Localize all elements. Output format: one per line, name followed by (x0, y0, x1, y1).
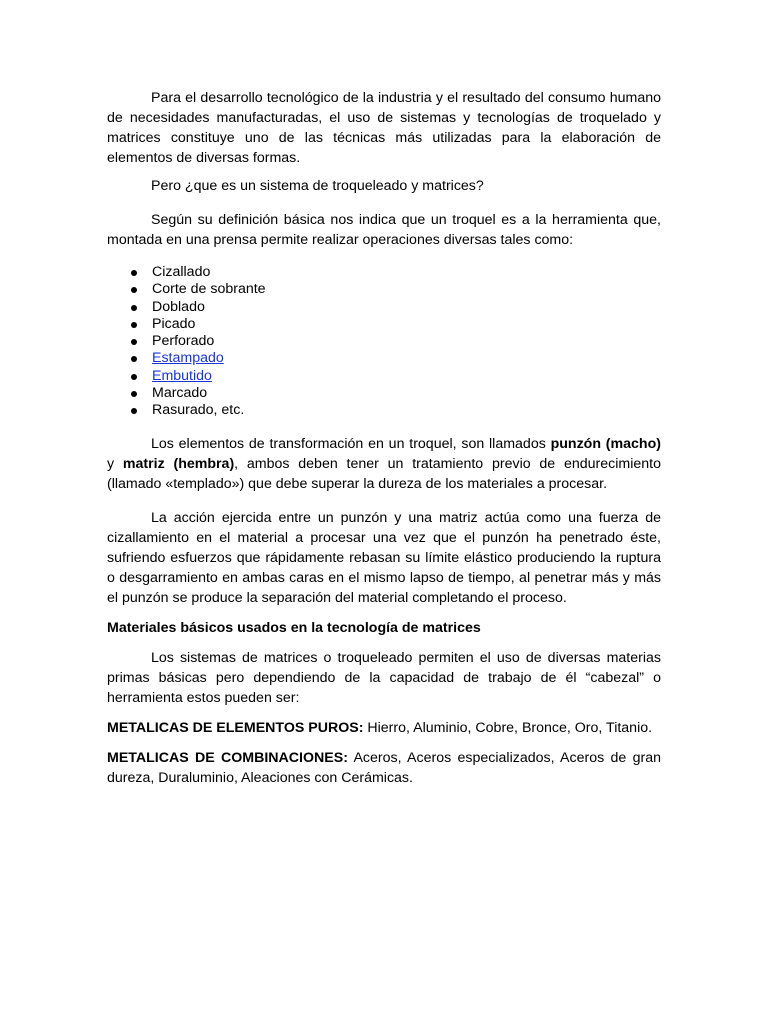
paragraph-combined-metals (107, 748, 661, 788)
paragraph-materials: Los sistemas de matrices o troqueleado permiten el uso de diversas materias primas básicas pero dependiendo de la capacidad de trabajo de él “cabezal” o herramienta estos pueden ser: (107, 649, 661, 706)
list-item (107, 264, 661, 281)
combined-metals-text: Aceros, Aceros especializados, Aceros de gran dureza, Duraluminio, Aleaciones con Cerámicas. (107, 749, 661, 786)
pure-metals-text: Hierro, Aluminio, Cobre, Bronce, Oro, Titanio. (363, 719, 653, 736)
pure-metals-label: METALICAS DE ELEMENTOS PUROS: (107, 719, 364, 736)
bullet-icon (131, 305, 137, 311)
bullet-icon (131, 270, 137, 276)
list-item-label: Picado (152, 315, 196, 332)
paragraph-question: Pero ¿que es un sistema de troqueleado y matrices? (151, 178, 484, 194)
bullet-icon (131, 391, 137, 397)
paragraph-definition: Según su definición básica nos indica que un troquel es a la herramienta que, montada en una prensa permite realizar operaciones diversas tales como: (107, 212, 661, 248)
list-item (107, 350, 661, 367)
bullet-icon (131, 356, 137, 362)
list-item (107, 402, 661, 419)
bullet-icon (131, 287, 137, 293)
paragraph-pure-metals (107, 718, 661, 738)
bullet-icon (131, 374, 137, 380)
list-item-label: Marcado (152, 385, 208, 402)
paragraph-action: La acción ejercida entre un punzón y una matriz actúa como una fuerza de cizallamiento en el material a procesar una vez que el punzón ha penetrado éste, sufriendo esfuerzos que rápidamente rebasan su límite elástico produciendo la ruptura o desgarramiento en ambas caras en el mismo lapso de tiempo, al penetrar más y más el punzón se produce la separación del material completando el proceso. (107, 509, 661, 606)
paragraph-elements-text-a: Los elementos de transformación en un troquel, son llamados (151, 435, 551, 452)
operations-list (107, 264, 661, 420)
paragraph-elements-text-c: y (107, 455, 123, 472)
term-matriz: matriz (hembra) (122, 455, 235, 472)
paragraph-elements-text-d: , ambos deben tener un tratamiento previo de endurecimiento (llamado «templado») que debe superar la dureza de los materiales a procesar. (107, 455, 661, 492)
paragraph-elements (107, 434, 661, 494)
list-item-label: Perforado (152, 333, 215, 350)
list-item (107, 333, 661, 350)
paragraph-intro: Para el desarrollo tecnológico de la industria y el resultado del consumo humano de necesidades manufacturadas, el uso de sistemas y tecnologías de troquelado y matrices constituye uno de las técnicas más utilizadas para la elaboración de elementos de diversas formas. (107, 90, 661, 166)
bullet-icon (131, 408, 137, 414)
estampado-link[interactable]: Estampado (152, 350, 224, 367)
section-heading: Materiales básicos usados en la tecnología de matrices (107, 619, 481, 636)
term-punzon: punzón (macho) (550, 435, 661, 452)
list-item (107, 316, 661, 333)
list-item (107, 385, 661, 402)
list-item-label: Cizallado (152, 264, 211, 280)
list-item (107, 299, 661, 316)
list-item-label: Corte de sobrante (152, 281, 266, 298)
bullet-icon (131, 322, 137, 328)
list-item-label: Rasurado, etc. (152, 402, 245, 419)
embutido-link[interactable]: Embutido (152, 367, 212, 384)
list-item (107, 281, 661, 298)
bullet-icon (131, 339, 137, 345)
list-item (107, 368, 661, 385)
document-page (107, 88, 661, 788)
combined-metals-label: METALICAS DE COMBINACIONES: (107, 749, 348, 766)
list-item-label: Doblado (152, 298, 205, 315)
